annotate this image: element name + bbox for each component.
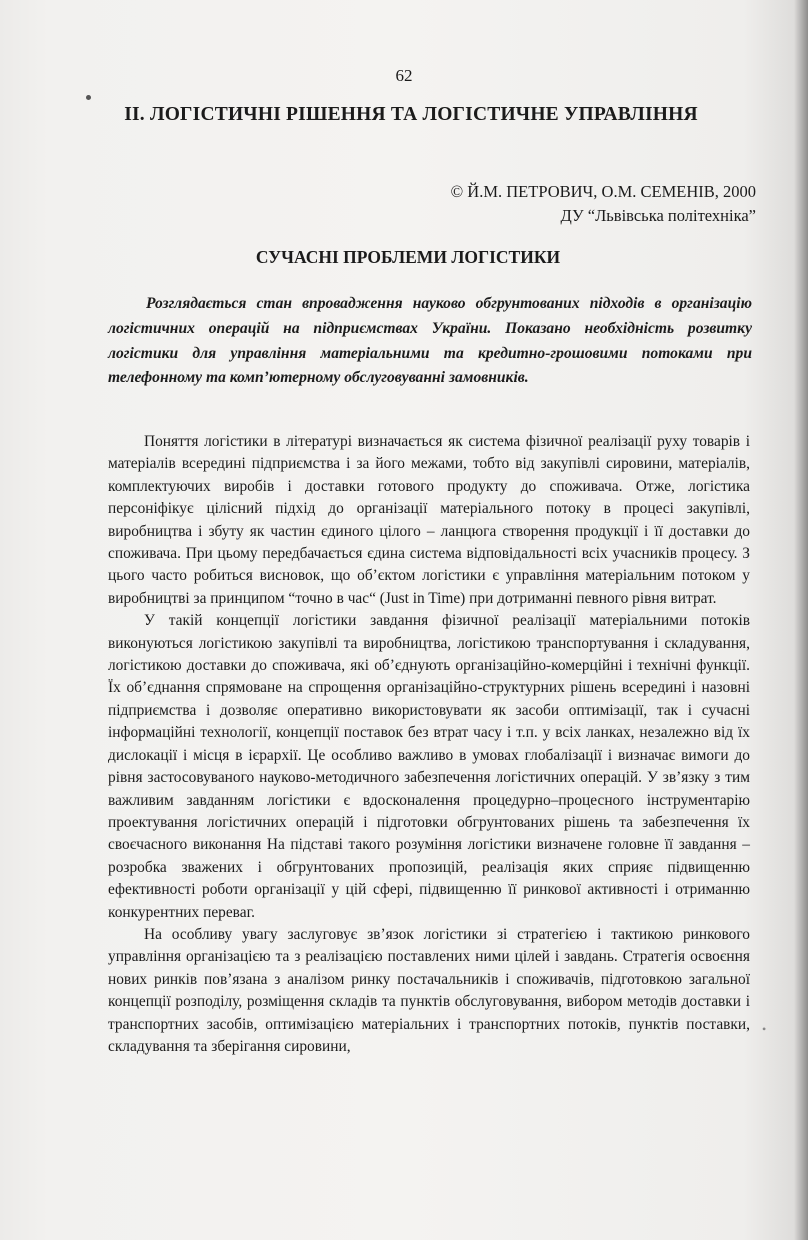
paragraph-1: Поняття логістики в літературі визначається як система фізичної реалізації руху товарів і матеріалів всередині підприємства і за його межами, тобто від закупівлі сировини, матеріалів, комплектуючих виробів і доставки готового продукту до споживача. Отже, логістика персоніфікує цілісний підхід до організації матеріального потоку в процесі закупівлі, виробництва і збуту як частин єдиного цілого – ланцюга створення продукції і її доставки до споживача. При цьому передбачається єдина система відповідальності всіх учасників процесу. З цього часто робиться висновок, що об’єктом логістики є управління матеріальним потоком у виробництві за принципом “точно в час“ (Just in Time) при дотриманні певного рівня витрат. [108,433,750,607]
body-text [108,431,750,1058]
article-title: СУЧАСНІ ПРОБЛЕМИ ЛОГІСТИКИ [255,247,561,267]
paragraph-3: На особливу увагу заслуговує зв’язок логістики зі стратегією і тактикою ринкового управління організацією та з реалізацією поставлених ними цілей і завдань. Стратегія освоєння нових ринків пов’язана з аналізом ринку постачальників і споживачів, підготовкою загальної концепції розподілу, розміщення складів та пунктів обслуговування, вибором методів доставки і транспортних засобів, оптимізацією матеріальних і транспортних потоків, пунктів поставки, складування та зберігання сировини, [108,925,750,1055]
authors-block [451,180,756,228]
page-number: 62 [395,66,413,85]
paragraph-2: У такій концепції логістики завдання фізичної реалізації матеріальними потоків виконуються логістикою закупівлі та виробництва, логістикою транспортування і складування, логістикою доставки до споживача, які об’єднують організаційно-комерційні і технічні функції. Їх об’єднання спрямоване на спрощення організаційно-структурних рішень всередині і назовні підприємства і дозволяє оперативно використовувати як засоби оптимізації, так і сучасні інформаційні технології, концепції поставок без втрат часу і т.п. у всіх ланках, незалежно від їх дислокації і місця в ієрархії. Це особливо важливо в умовах глобалізації і визначає вимоги до рівня застосовуваного науково-методичного забезпечення логістичних операцій. У зв’язку з тим важливим завданням логістики є вдосконалення процедурно–процесного інструментарію проектування логістичних операцій і підготовки обгрунтованих рішень та забезпечення їх своєчасного виконання На підставі такого розуміння логістики визначене головне її завдання – розробка зважених і обгрунтованих пропозицій, реалізація яких сприяє підвищенню ефективності роботи організації у цій сфері, підвищенню її ринкової активності і отриманню конкурентних переваг. [108,612,750,921]
abstract: Розглядається стан впровадження науково обгрунтованих підходів в організацію логістичних операцій на підприємствах України. Показано необхідність розвитку логістики для управління матеріальними та кредитно-грошовими потоками при телефонному та комп’ютерному обслуговуванні замовників. [108,295,752,387]
authors-copyright: © Й.М. ПЕТРОВИЧ, О.М. СЕМЕНІВ, 2000 [450,182,756,201]
margin-mark: • [762,1022,767,1036]
scan-speck [86,95,91,100]
authors-affiliation: ДУ “Львівська політехніка” [560,206,756,225]
section-title: II. ЛОГІСТИЧНІ РІШЕННЯ ТА ЛОГІСТИЧНЕ УПРАВЛІННЯ [124,104,698,125]
page-edge-shadow [794,0,808,1240]
